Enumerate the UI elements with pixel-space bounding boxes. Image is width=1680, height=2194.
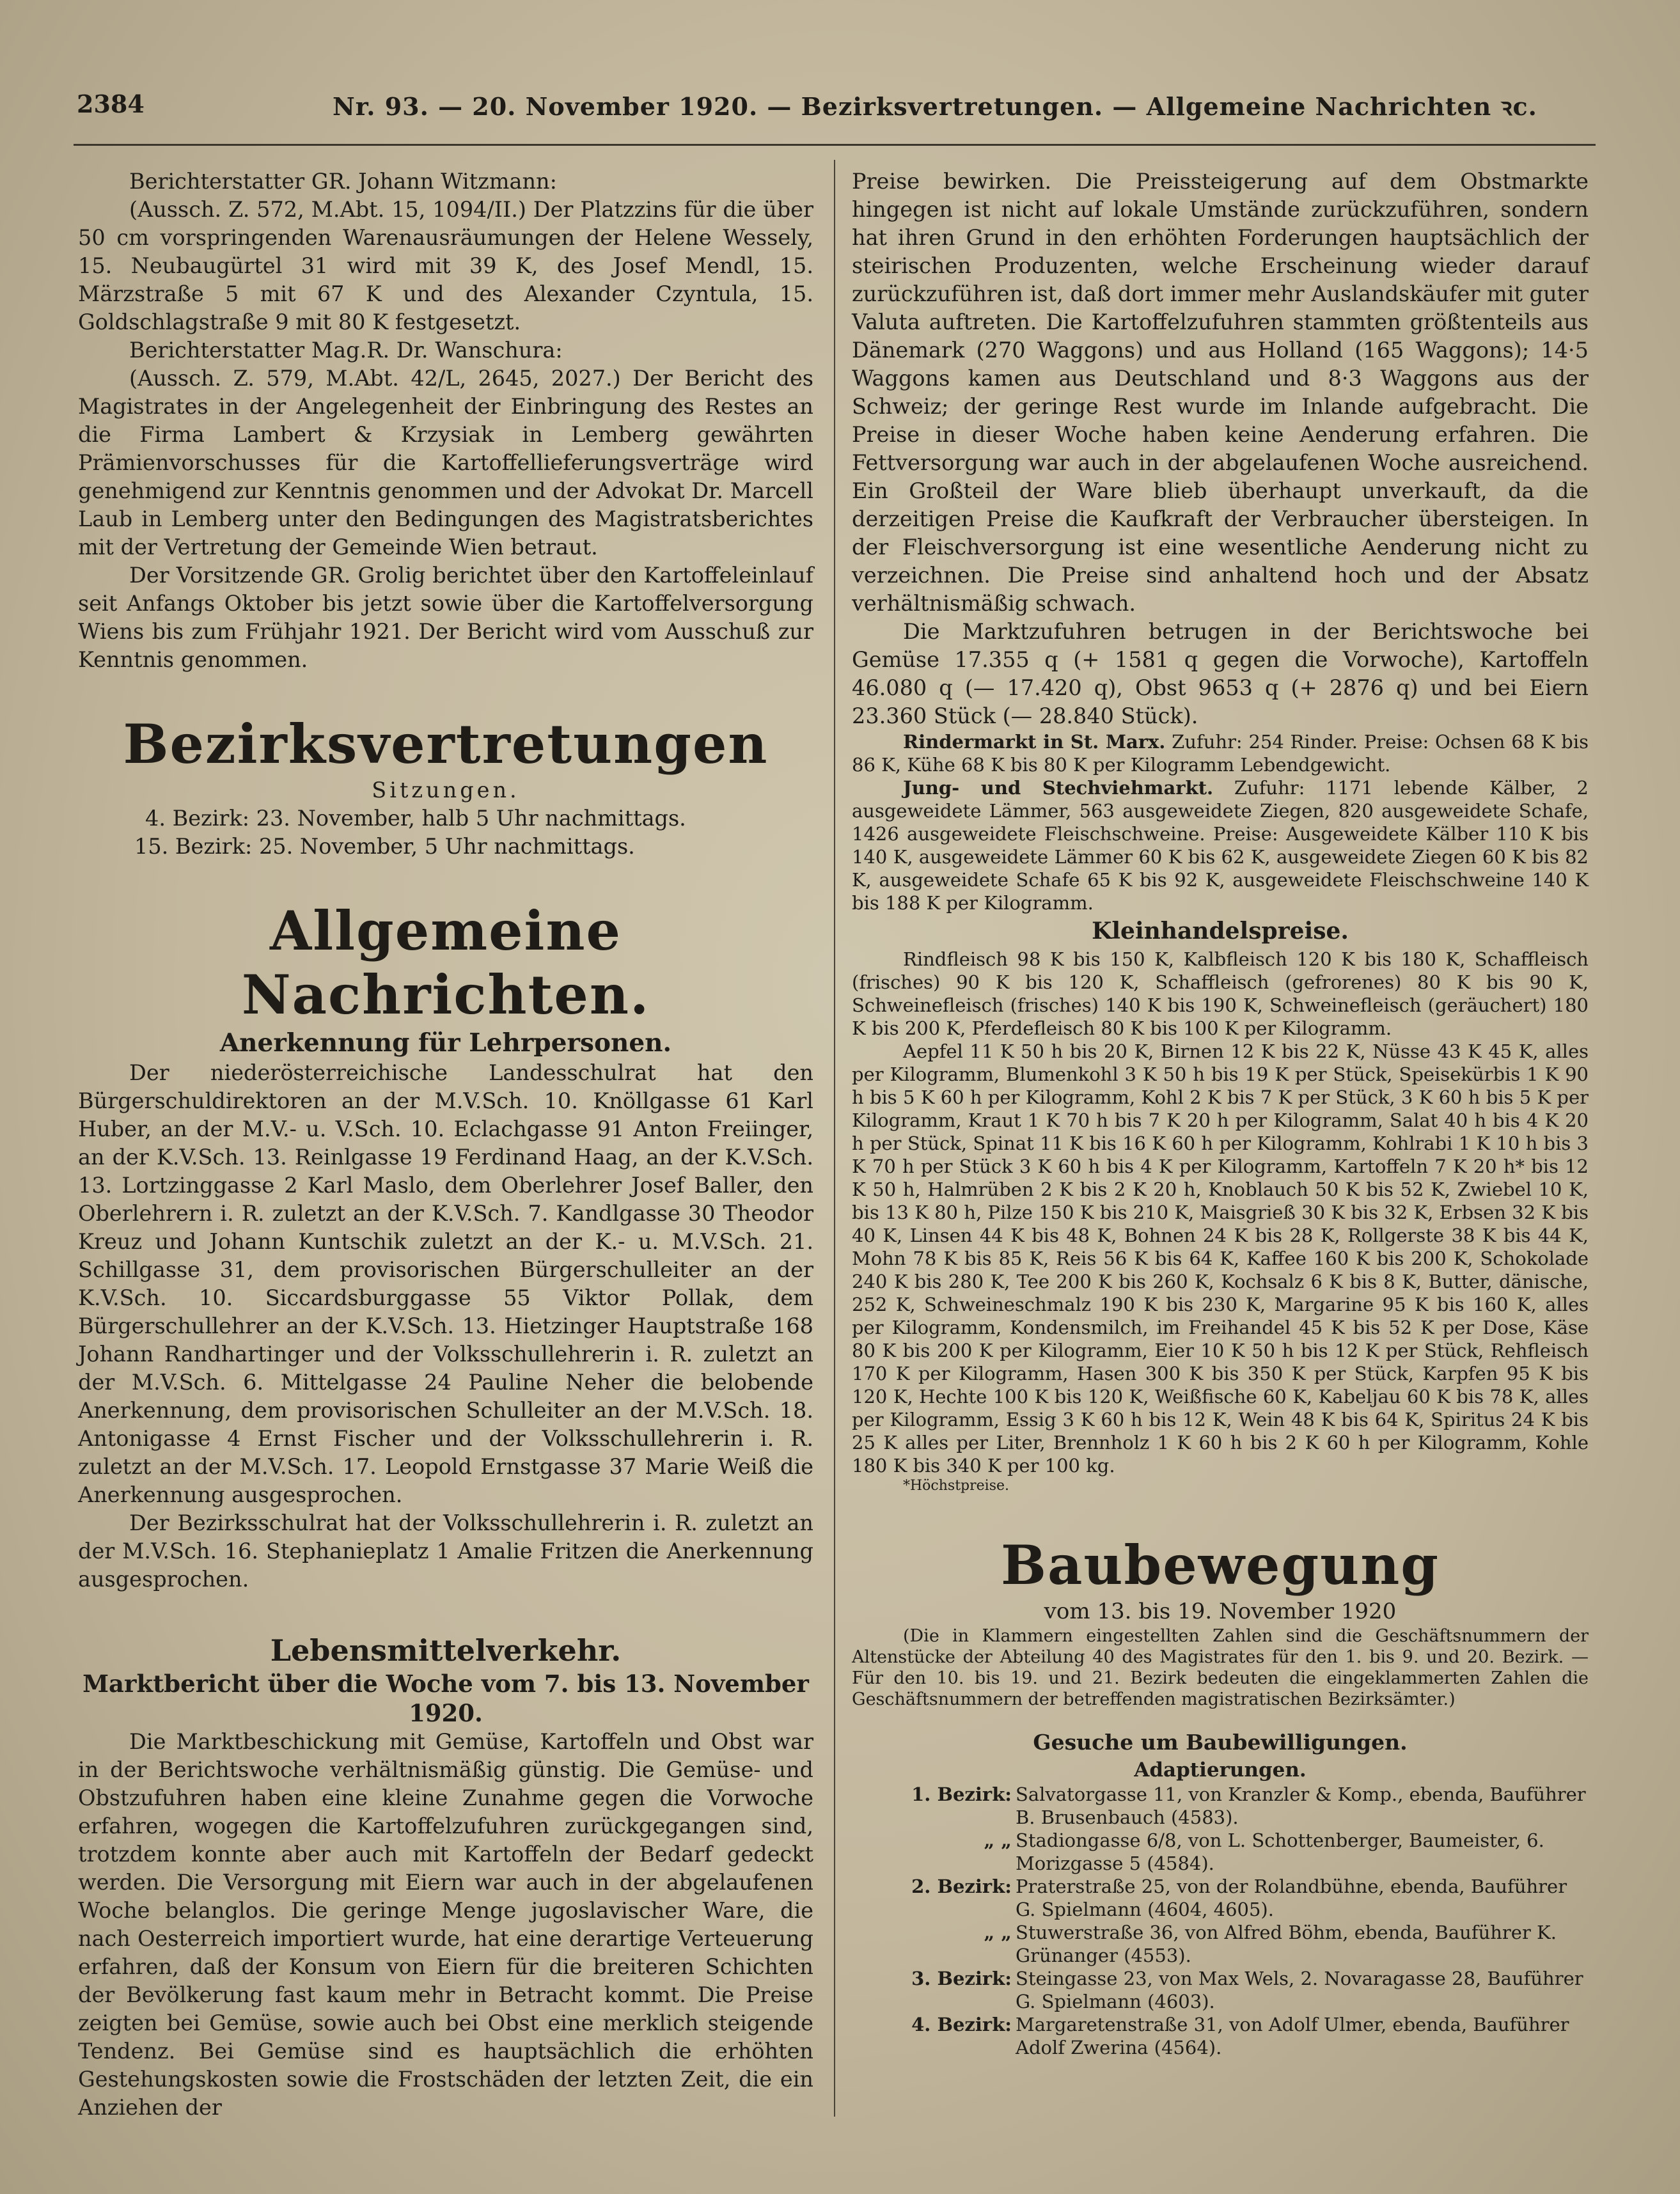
rindermarkt-text: Zufuhr: 254 Rinder. Preise: Ochsen 68 K bis 86 K, Kühe 68 K bis 80 K per Kilogramm Lebendgewicht. bbox=[852, 731, 1589, 776]
marktzufuhren-paragraph: Die Marktzufuhren betrugen in der Berichtswoche bei Gemüse 17.355 q (+ 1581 q gegen die Vorwoche), Kartoffeln 46.080 q (— 17.420 q), Obst 9653 q (+ 2876 q) und bei Eiern 23.360 Stück (— 28.840 Stück). bbox=[852, 619, 1589, 728]
report1-title: Berichterstatter GR. Johann Witzmann: bbox=[129, 169, 557, 194]
report2-title: Berichterstatter Mag.R. Dr. Wanschura: bbox=[129, 338, 563, 363]
jungvieh-label: Jung- und Stechviehmarkt. bbox=[903, 777, 1214, 799]
entry-district: 1. Bezirk: bbox=[911, 1783, 1012, 1805]
lebensmittelverkehr-heading: Lebensmittelverkehr. bbox=[270, 1633, 622, 1668]
anerkennung-paragraph-2: Der Bezirksschulrat hat der Volksschullehrerin i. R. zuletzt an der M.V.Sch. 16. Stephanieplatz 1 Amalie Fritzen die Anerkennung ausgesprochen. bbox=[78, 1510, 813, 1592]
jungvieh-text: Zufuhr: 1171 lebende Kälber, 2 ausgeweidete Lämmer, 563 ausgeweidete Ziegen, 820 ausgeweidete Schafe, 1426 ausgeweidete Fleischschweine. Preise: Ausgeweidete Kälber 110 K bis 140 K, ausgeweidete Lämmer 60 K bis 62 K, ausgeweidete Ziegen 60 K bis 82 K, ausgeweidete Schafe 65 K bis 92 K, ausgeweidete Fleischschweine 140 K bis 188 K per Kilogramm. bbox=[852, 777, 1589, 914]
entry-text: Stadiongasse 6/8, von L. Schottenberger, Baumeister, 6. Morizgasse 5 (4584). bbox=[1016, 1830, 1544, 1874]
marktbericht-paragraph: Die Marktbeschickung mit Gemüse, Kartoffeln und Obst war in der Berichtswoche verhältnismäßig günstig. Die Gemüse- und Obstzufuhren haben eine kleine Zunahme gegen die Vorwoche erfahren, wogegen die Kartoffelzufuhren zurückgegangen sind, trotzdem konnte aber auch mit Kartoffeln der Bedarf gedeckt werden. Die Versorgung mit Eiern war auch in der abgelaufenen Woche belanglos. Die geringe Menge jugoslavischer Ware, die nach Oesterreich importiert wurde, hat eine derartige Verteuerung erfahren, daß der Konsum von Eiern für die breiteren Schichten der Bevölkerung fast kaum mehr in Betracht kommt. Die Preise zeigten bei Gemüse, sowie auch bei Obst eine merklich steigende Tendenz. Bei Gemüse sind es hauptsächlich die erhöhten Gestehungskosten sowie die Frostschäden der letzten Zeit, die ein Anziehen der bbox=[78, 1729, 813, 2120]
bezirksvertretungen-heading: Bezirksvertretungen bbox=[123, 712, 769, 776]
bezirk-4-session: 4. Bezirk: 23. November, halb 5 Uhr nachmittags. bbox=[145, 806, 686, 831]
entry-district: 4. Bezirk: bbox=[911, 2014, 1012, 2035]
anerkennung-heading: Anerkennung für Lehrpersonen. bbox=[219, 1028, 672, 1058]
hoechstpreise-footnote: *Höchstpreise. bbox=[903, 1478, 1010, 1494]
kleinhandelspreise-heading: Kleinhandelspreise. bbox=[1092, 918, 1349, 944]
header-rule bbox=[74, 144, 1596, 146]
kleinhandel-fleisch: Rindfleisch 98 K bis 150 K, Kalbfleisch 120 K bis 180 K, Schaffleisch (frisches) 90 K bis 120 K, Schaffleisch (gefrorenes) 80 K bis 90 K, Schweinefleisch (frisches) 140 K bis 190 K, Schweinefleisch (geräuchert) 180 K bis 200 K, Pferdefleisch 80 K bis 100 K per Kilogramm. bbox=[852, 948, 1589, 1039]
bauentries-list bbox=[852, 1783, 1589, 2059]
entry-text: Stuwerstraße 36, von Alfred Böhm, ebenda, Bauführer K. Grünanger (4553). bbox=[1016, 1922, 1557, 1966]
sitzungen-subheading: Sitzungen. bbox=[372, 778, 520, 803]
column-divider bbox=[834, 160, 835, 2117]
entry-district: 2. Bezirk: bbox=[911, 1876, 1012, 1897]
allgemeine-nachrichten-heading: Allgemeine Nachrichten. bbox=[241, 899, 650, 1026]
entry-text: Salvatorgasse 11, von Kranzler & Komp., ebenda, Bauführer B. Brusenbauch (4583). bbox=[1016, 1783, 1586, 1828]
report2-text: (Aussch. Z. 579, M.Abt. 42/L, 2645, 2027.) Der Bericht des Magistrates in der Angelegenheit der Einbringung des Restes an die Firma Lambert & Krzysiak in Lemberg gewährten Prämienvorschusses für die Kartoffellieferungsverträge wird genehmigend zur Kenntnis genommen und der Advokat Dr. Marcell Laub in Lemberg unter den Bedingungen des Magistratsberichtes mit der Vertretung der Gemeinde Wien betraut. bbox=[78, 366, 813, 560]
right-column bbox=[852, 168, 1589, 2059]
baubewegung-dates: vom 13. bis 19. November 1920 bbox=[1044, 1599, 1397, 1624]
running-title: Nr. 93. — 20. November 1920. — Bezirksvertretungen. — Allgemeine Nachrichten ꝛc. bbox=[333, 92, 1537, 121]
gesuche-heading: Gesuche um Baubewilligungen. bbox=[1033, 1730, 1408, 1755]
page-header bbox=[77, 90, 1605, 121]
report3-text: Der Vorsitzende GR. Grolig berichtet über den Kartoffeleinlauf seit Anfangs Oktober bis jetzt sowie über die Kartoffelversorgung Wiens bis zum Frühjahr 1921. Der Bericht wird vom Ausschuß zur Kenntnis genommen. bbox=[78, 563, 813, 672]
entry-district: „ „ bbox=[984, 1922, 1012, 1943]
anerkennung-paragraph-1: Der niederösterreichische Landesschulrat hat den Bürgerschuldirektoren an der M.V.Sch. 10. Knöllgasse 61 Karl Huber, an der M.V.- u. V.Sch. 10. Eclachgasse 91 Anton Freiinger, an der K.V.Sch. 13. Reinlgasse 19 Ferdinand Haag, an der K.V.Sch. 13. Lortzinggasse 2 Karl Maslo, dem Oberlehrer Josef Baller, den Oberlehrern i. R. zuletzt an der K.V.Sch. 7. Kandlgasse 30 Theodor Kreuz und Johann Kuntschik zuletzt an der K.- u. M.V.Sch. 21. Schillgasse 31, dem provisorischen Bürgerschulleiter an der K.V.Sch. 10. Siccardsburggasse 55 Viktor Pollak, dem Bürgerschullehrer an der K.V.Sch. 13. Hietzinger Hauptstraße 168 Johann Randhartinger und der Volksschullehrerin i. R. zuletzt an der M.V.Sch. 6. Mittelgasse 24 Pauline Neher die belobende Anerkennung, dem provisorischen Schulleiter an der M.V.Sch. 18. Antonigasse 4 Ernst Fischer und der Volksschullehrerin i. R. zuletzt an der M.V.Sch. 17. Leopold Ernstgasse 37 Marie Weiß die Anerkennung ausgesprochen. bbox=[78, 1060, 813, 1507]
report1-text: (Aussch. Z. 572, M.Abt. 15, 1094/II.) Der Platzzins für die über 50 cm vorspringenden Warenausräumungen der Helene Wessely, 15. Neubaugürtel 31 wird mit 39 K, des Josef Mendl, 15. Märzstraße 5 mit 67 K und des Alexander Czyntula, 15. Goldschlagstraße 9 mit 80 K festgesetzt. bbox=[78, 197, 813, 334]
rindermarkt-paragraph bbox=[852, 730, 1589, 776]
entry-text: Margaretenstraße 31, von Adolf Ulmer, ebenda, Bauführer Adolf Zwerina (4564). bbox=[1016, 2014, 1569, 2058]
marktbericht-heading: Marktbericht über die Woche vom 7. bis 13. November 1920. bbox=[82, 1670, 809, 1727]
jungvieh-paragraph bbox=[852, 776, 1589, 914]
page-number: 2384 bbox=[77, 90, 145, 118]
kleinhandel-waren: Aepfel 11 K 50 h bis 20 K, Birnen 12 K bis 22 K, Nüsse 43 K 45 K, alles per Kilogramm, Blumenkohl 3 K 50 h bis 19 K per Stück, Speisekürbis 1 K 90 h bis 5 K 60 h per Kilogramm, Kohl 2 K bis 7 K per Stück, 3 K 60 h bis 5 K per Kilogramm, Kraut 1 K 70 h bis 7 K 20 h per Kilogramm, Salat 40 h bis 4 K 20 h per Stück, Spinat 11 K bis 16 K 60 h per Kilogramm, Kohlrabi 1 K 10 h bis 3 K 70 h per Stück 3 K 60 h bis 4 K per Kilogramm, Kartoffeln 7 K 20 h* bis 12 K 50 h, Halmrüben 2 K bis 2 K 20 h, Knoblauch 50 K bis 52 K, Zwiebel 10 K, bis 13 K 80 h, Pilze 150 K bis 210 K, Maisgrieß 30 K bis 32 K, Erbsen 32 K bis 40 K, Linsen 44 K bis 48 K, Bohnen 24 K bis 28 K, Rollgerste 38 K bis 44 K, Mohn 78 K bis 85 K, Reis 56 K bis 64 K, Kaffee 160 K bis 200 K, Schokolade 240 K bis 280 K, Tee 200 K bis 260 K, Kochsalz 6 K bis 8 K, Butter, dänische, 252 K, Schweineschmalz 190 K bis 230 K, Margarine 95 K bis 160 K, alles per Kilogramm, Kondensmilch, im Freihandel 45 K bis 52 K per Dose, Käse 80 K bis 200 K per Kilogramm, Eier 10 K 50 h bis 12 K per Stück, Rehfleisch 170 K per Kilogramm, Hasen 300 K bis 350 K per Stück, Karpfen 95 K bis 120 K, Hechte 100 K bis 120 K, Weißfische 60 K, Kabeljau 60 K bis 78 K, alles per Kilogramm, Essig 3 K 60 h bis 12 K, Wein 48 K bis 64 K, Spiritus 24 K bis 25 K alles per Liter, Brennholz 1 K 60 h bis 2 K 60 h per Kilogramm, Kohle 180 K bis 340 K per 100 kg. bbox=[852, 1040, 1589, 1477]
left-column bbox=[78, 168, 813, 2122]
entry-district: „ „ bbox=[984, 1830, 1012, 1851]
marktbericht-continuation: Preise bewirken. Die Preissteigerung auf dem Obstmarkte hingegen ist nicht auf lokale Umstände zurückzuführen, sondern hat ihren Grund in den erhöhten Forderungen hauptsächlich der steirischen Produzenten, welche Erscheinung wieder darauf zurückzuführen ist, daß dort immer mehr Auslandskäufer mit guter Valuta auftreten. Die Kartoffelzufuhren stammten größtenteils aus Dänemark (270 Waggons) und aus Holland (165 Waggons); 14·5 Waggons kamen aus Deutschland und 8·3 Waggons aus der Schweiz; der geringe Rest wurde im Inlande aufgebracht. Die Preise in dieser Woche haben keine Aenderung erfahren. Die Fettversorgung war auch in der abgelaufenen Woche ausreichend. Ein Großteil der Ware blieb überhaupt unverkauft, da die derzeitigen Preise die Kaufkraft der Verbraucher übersteigen. In der Fleischversorgung ist eine wesentliche Aenderung nicht zu verzeichnen. Die Preise sind anhaltend hoch und der Absatz verhältnismäßig schwach. bbox=[852, 169, 1589, 616]
baubewegung-heading: Baubewegung bbox=[1000, 1533, 1440, 1597]
entry-text: Steingasse 23, von Max Wels, 2. Novaragasse 28, Bauführer G. Spielmann (4603). bbox=[1016, 1968, 1583, 2012]
baubewegung-note: (Die in Klammern eingestellten Zahlen sind die Geschäftsnummern der Altenstücke der Abteilung 40 des Magistrates für den 1. bis 9. und 20. Bezirk. — Für den 10. bis 19. und 21. Bezirk bedeuten die eingeklammerten Zahlen die Geschäftsnummern der betreffenden magistratischen Bezirksämter.) bbox=[852, 1626, 1589, 1709]
entry-text: Praterstraße 25, von der Rolandbühne, ebenda, Bauführer G. Spielmann (4604, 4605). bbox=[1016, 1876, 1567, 1920]
entry-district: 3. Bezirk: bbox=[911, 1968, 1012, 1989]
adaptierungen-heading: Adaptierungen. bbox=[1134, 1759, 1307, 1782]
bezirk-15-session: 15. Bezirk: 25. November, 5 Uhr nachmittags. bbox=[134, 834, 635, 859]
rindermarkt-label: Rindermarkt in St. Marx. bbox=[903, 731, 1166, 753]
